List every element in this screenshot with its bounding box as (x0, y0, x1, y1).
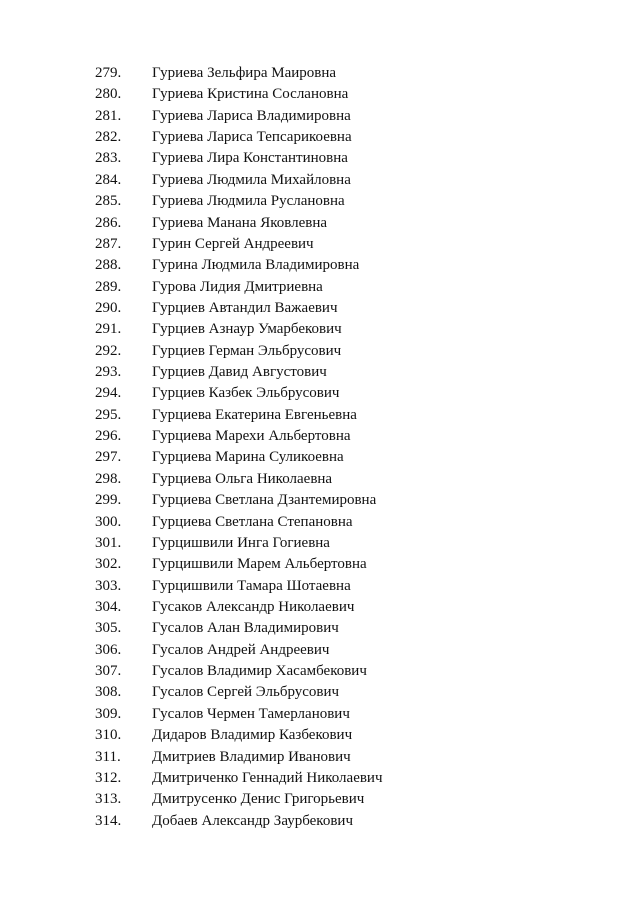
item-number: 298. (95, 470, 122, 487)
item-name: Гусалов Владимир Хасамбекович (152, 663, 367, 680)
item-name: Гусалов Алан Владимирович (152, 620, 339, 637)
item-number: 314. (95, 812, 122, 829)
list-item (0, 170, 640, 191)
item-name: Гуриева Кристина Сослановна (152, 86, 349, 103)
list-item (0, 277, 640, 298)
list-item (0, 576, 640, 597)
item-number: 311. (95, 748, 121, 765)
item-number: 309. (95, 705, 122, 722)
item-name: Гуриева Лира Константиновна (152, 150, 348, 167)
item-number: 279. (95, 65, 122, 81)
item-name: Гусалов Сергей Эльбрусович (152, 684, 340, 701)
item-name: Гурциев Азнаур Умарбекович (152, 321, 342, 338)
list-item (0, 106, 640, 127)
list-item (0, 298, 640, 319)
list-item (0, 341, 640, 362)
item-name: Гурцишвили Марем Альбертовна (152, 556, 367, 573)
item-number: 285. (95, 193, 122, 210)
list-item (0, 469, 640, 490)
list-item (0, 747, 640, 768)
item-name: Гурциев Автандил Важаевич (152, 299, 338, 316)
item-number: 293. (95, 364, 122, 381)
item-number: 291. (95, 321, 122, 338)
item-number: 301. (95, 534, 122, 551)
list-item (0, 640, 640, 661)
item-name: Дмитрусенко Денис Григорьевич (152, 791, 365, 808)
item-name: Гурина Людмила Владимировна (152, 257, 360, 274)
item-name: Гурциев Казбек Эльбрусович (152, 385, 340, 402)
item-name: Дидаров Владимир Казбекович (152, 727, 353, 744)
name-list (0, 63, 640, 832)
item-name: Добаев Александр Заурбекович (152, 812, 353, 829)
item-name: Гурциева Ольга Николаевна (152, 470, 333, 487)
item-number: 289. (95, 278, 122, 295)
item-number: 284. (95, 171, 122, 188)
item-number: 299. (95, 492, 122, 509)
list-item (0, 84, 640, 105)
item-number: 280. (95, 86, 122, 103)
list-item (0, 234, 640, 255)
item-number: 287. (95, 235, 122, 252)
item-name: Гурциева Марина Суликоевна (152, 449, 344, 466)
item-number: 305. (95, 620, 122, 637)
list-item (0, 213, 640, 234)
item-number: 297. (95, 449, 122, 466)
list-item (0, 362, 640, 383)
item-name: Гусалов Андрей Андреевич (152, 641, 330, 658)
item-number: 313. (95, 791, 122, 808)
item-name: Гурцишвили Инга Гогиевна (152, 534, 330, 551)
item-number: 308. (95, 684, 122, 701)
list-item (0, 533, 640, 554)
list-item (0, 319, 640, 340)
list-item (0, 63, 640, 84)
item-number: 288. (95, 257, 122, 274)
list-item (0, 811, 640, 832)
list-item (0, 789, 640, 810)
item-number: 306. (95, 641, 122, 658)
list-item (0, 447, 640, 468)
item-number: 310. (95, 727, 122, 744)
item-name: Гуриева Людмила Руслановна (152, 193, 345, 210)
item-name: Гусаков Александр Николаевич (152, 598, 355, 615)
item-number: 292. (95, 342, 122, 359)
item-number: 286. (95, 214, 122, 231)
item-number: 302. (95, 556, 122, 573)
list-item (0, 490, 640, 511)
list-item (0, 127, 640, 148)
item-number: 281. (95, 107, 122, 124)
item-number: 303. (95, 577, 122, 594)
list-item (0, 255, 640, 276)
list-item (0, 704, 640, 725)
item-number: 282. (95, 129, 122, 146)
list-item (0, 618, 640, 639)
item-number: 296. (95, 428, 122, 445)
list-item (0, 768, 640, 789)
list-item (0, 405, 640, 426)
item-name: Дмитриченко Геннадий Николаевич (152, 769, 383, 786)
list-item (0, 554, 640, 575)
list-item (0, 725, 640, 746)
item-name: Гурциева Светлана Степановна (152, 513, 353, 530)
list-item (0, 148, 640, 169)
item-number: 307. (95, 663, 122, 680)
item-name: Гурциева Марехи Альбертовна (152, 428, 351, 445)
item-name: Гурциев Давид Августович (152, 364, 327, 381)
list-item (0, 191, 640, 212)
item-name: Гуриева Манана Яковлевна (152, 214, 328, 231)
item-name: Гурциева Светлана Дзантемировна (152, 492, 377, 509)
list-item (0, 682, 640, 703)
item-name: Гурциев Герман Эльбрусович (152, 342, 342, 359)
item-name: Гуриева Лариса Владимировна (152, 107, 351, 124)
item-name: Гурциева Екатерина Евгеньевна (152, 406, 357, 423)
item-number: 300. (95, 513, 122, 530)
item-name: Гуриева Зельфира Маировна (152, 65, 337, 81)
item-number: 283. (95, 150, 122, 167)
list-item (0, 512, 640, 533)
list-item (0, 661, 640, 682)
item-name: Гурин Сергей Андреевич (152, 235, 314, 252)
item-name: Гурцишвили Тамара Шотаевна (152, 577, 351, 594)
list-item (0, 597, 640, 618)
item-name: Гусалов Чермен Тамерланович (152, 705, 350, 722)
item-number: 294. (95, 385, 122, 402)
list-item (0, 426, 640, 447)
item-name: Гуриева Людмила Михайловна (152, 171, 351, 188)
item-name: Дмитриев Владимир Иванович (152, 748, 351, 765)
list-item (0, 383, 640, 404)
item-number: 304. (95, 598, 122, 615)
item-name: Гуриева Лариса Тепсарикоевна (152, 129, 352, 146)
item-name: Гурова Лидия Дмитриевна (152, 278, 323, 295)
item-number: 295. (95, 406, 122, 423)
item-number: 312. (95, 769, 122, 786)
item-number: 290. (95, 299, 122, 316)
